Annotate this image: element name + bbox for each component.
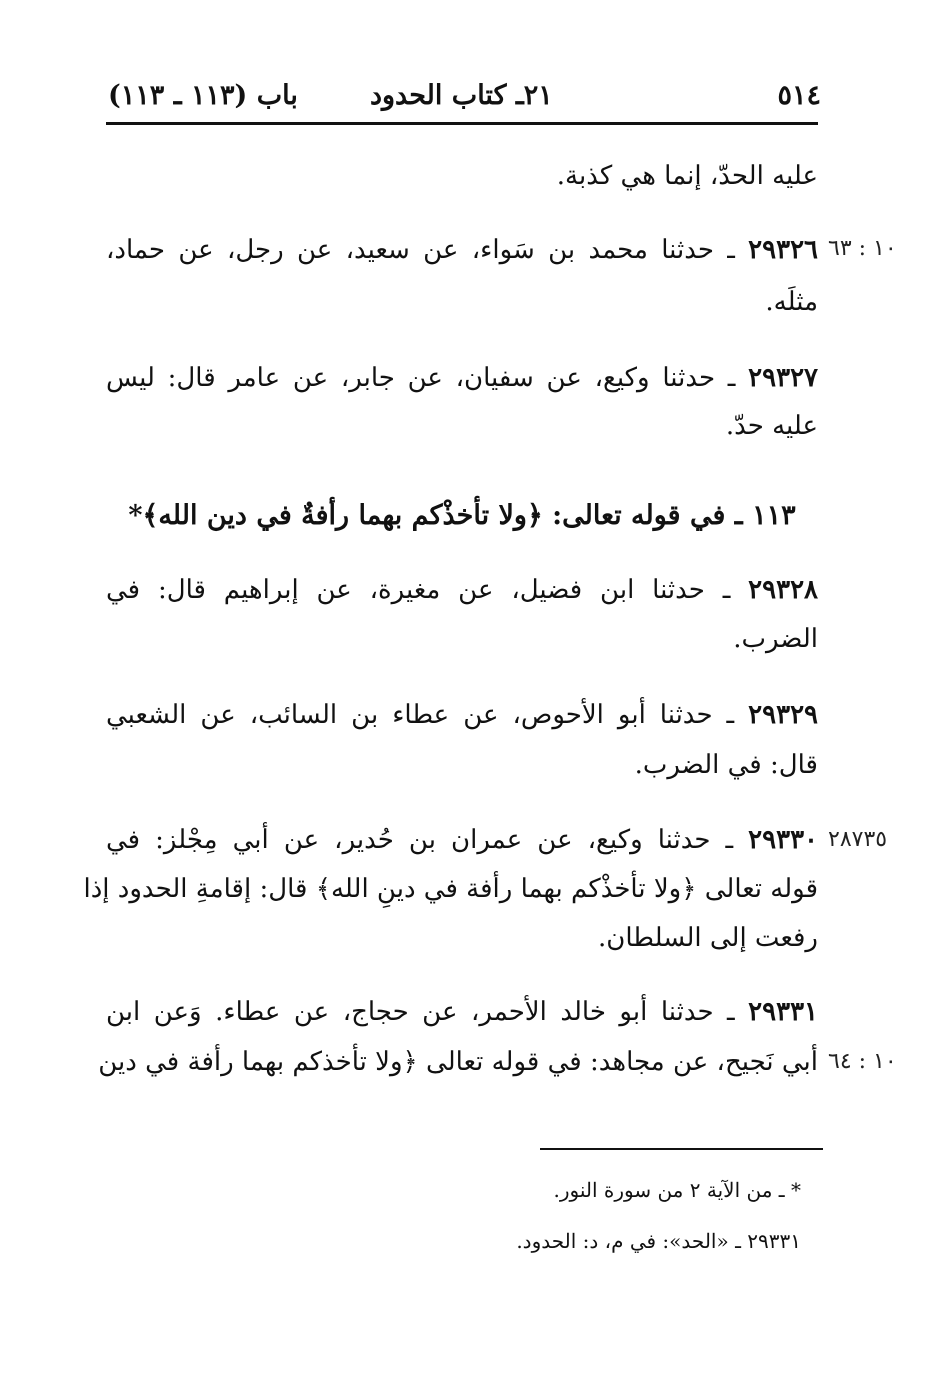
hadith-29329-line-2: قال: في الضرب. — [634, 750, 818, 780]
hadith-number: ٢٩٣٢٩ — [748, 700, 818, 730]
footnote: * ـ من الآية ٢ من سورة النور. — [553, 1178, 801, 1202]
hadith-text: ـ حدثنا وكيع، عن سفيان، عن جابر، عن عامر قال: ليس — [106, 363, 749, 393]
text-line: عليه الحدّ، إنما هي كذبة. — [556, 161, 818, 191]
chapter-range: باب (١١٣ ـ ١١٣) — [108, 80, 298, 111]
hadith-29331-line-1 — [106, 996, 818, 1028]
footnote-divider — [540, 1148, 823, 1150]
hadith-text: ـ حدثنا أبو الأحوص، عن عطاء بن السائب، عن الشعبي — [106, 700, 749, 730]
section-heading: ١١٣ ـ في قوله تعالى: ﴿ولا تأخذْكم بهما رأفةٌ في دين الله﴾* — [128, 500, 796, 531]
hadith-29330-line-3: رفعت إلى السلطان. — [598, 923, 818, 953]
margin-reference: ١٠ : ٦٤ — [828, 1049, 897, 1074]
hadith-number: ٢٩٣٣٠ — [748, 825, 818, 855]
hadith-text: ـ حدثنا وكيع، عن عمران بن حُدير، عن أبي مِجْلز: في — [106, 825, 749, 855]
hadith-29328-line-2: الضرب. — [733, 624, 818, 654]
margin-reference: ١٠ : ٦٣ — [828, 236, 897, 261]
footnote: ٢٩٣٣١ ـ «الحد»: في م، د: الحدود. — [516, 1229, 801, 1253]
hadith-29328-line-1 — [106, 574, 818, 606]
page-number: ٥١٤ — [777, 80, 821, 111]
hadith-29326-line-1 — [106, 234, 818, 266]
hadith-text: ـ حدثنا ابن فضيل، عن مغيرة، عن إبراهيم قال: في — [106, 575, 749, 605]
book-title: ٢١ـ كتاب الحدود — [370, 80, 553, 111]
hadith-29327-line-2: عليه حدّ. — [725, 411, 818, 441]
hadith-text: ـ حدثنا محمد بن سَواء، عن سعيد، عن رجل، عن حماد، — [106, 235, 749, 265]
hadith-29330-line-1 — [106, 824, 818, 856]
hadith-29327-line-1 — [106, 362, 818, 394]
hadith-number: ٢٩٣٢٨ — [748, 575, 818, 605]
header-divider — [106, 122, 818, 125]
hadith-text: ـ حدثنا أبو خالد الأحمر، عن حجاج، عن عطاء. وَعن ابن — [106, 997, 749, 1027]
margin-reference: ٢٨٧٣٥ — [828, 827, 888, 852]
hadith-29326-line-2: مثلَه. — [765, 287, 818, 317]
hadith-number: ٢٩٣٢٧ — [748, 363, 818, 393]
hadith-number: ٢٩٣٢٦ — [748, 235, 818, 265]
hadith-29329-line-1 — [106, 699, 818, 731]
hadith-29330-line-2: قوله تعالى ﴿ولا تأخذْكم بهما رأفة في دينِ الله﴾ قال: إقامةِ الحدود إذا — [83, 874, 818, 904]
hadith-29331-line-2: أبي نَجيح، عن مجاهد: في قوله تعالى ﴿ولا تأخذكم بهما رأفة في دين — [98, 1047, 818, 1077]
hadith-number: ٢٩٣٣١ — [748, 997, 818, 1027]
